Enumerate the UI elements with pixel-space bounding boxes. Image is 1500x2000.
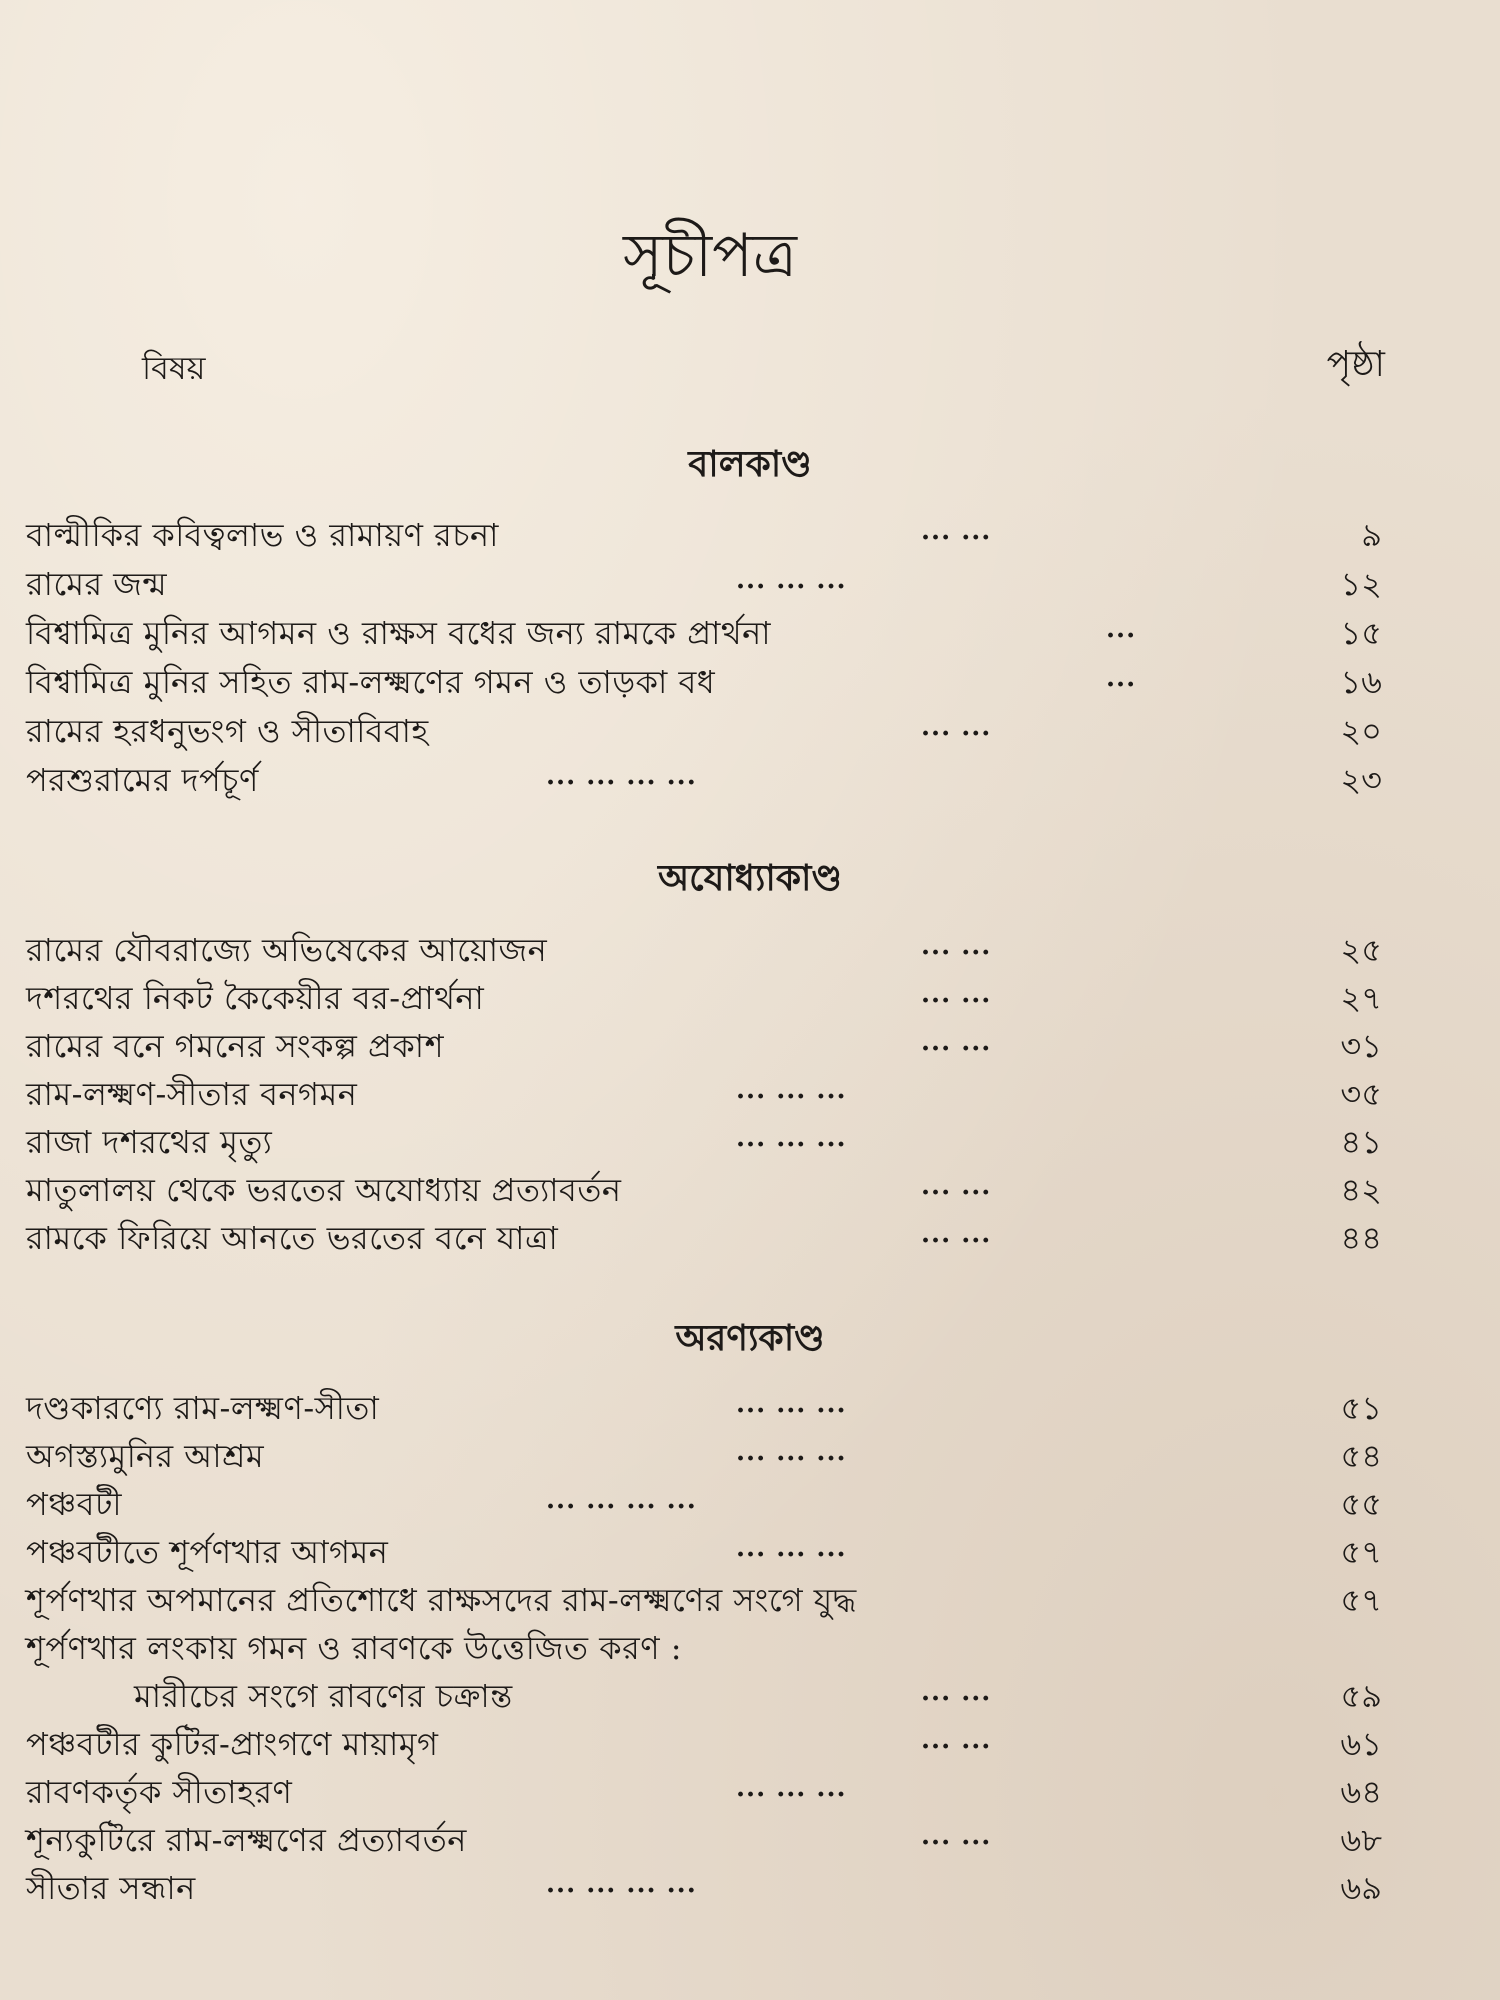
entry-title: রাবণকর্তৃক সীতাহরণ xyxy=(26,1773,293,1811)
toc-entry[interactable] xyxy=(26,1385,1382,1431)
entry-leader-dots: ... ... ... ... xyxy=(546,1869,697,1899)
section-heading-ayodhyakanda: অযোধ্যাকাণ্ড xyxy=(657,857,843,899)
entry-page-number: ৬১ xyxy=(1340,1725,1382,1763)
entry-title: রামকে ফিরিয়ে আনতে ভরতের বনে যাত্রা xyxy=(26,1219,559,1257)
entry-title: দশরথের নিকট কৈকেয়ীর বর-প্রার্থনা xyxy=(26,979,485,1017)
entry-leader-dots: ... ... xyxy=(921,931,992,961)
entry-page-number: ১২ xyxy=(1340,565,1382,603)
toc-entry[interactable] xyxy=(26,975,1382,1021)
entry-leader-dots: ... ... xyxy=(921,516,992,546)
entry-page-number: ৬৮ xyxy=(1340,1821,1382,1859)
entry-page-number: ১৫ xyxy=(1340,614,1382,652)
entry-page-number: ২৭ xyxy=(1340,979,1382,1017)
toc-entry[interactable] xyxy=(26,927,1382,973)
entry-leader-dots: ... ... xyxy=(921,1677,992,1707)
entry-leader-dots: ... ... ... xyxy=(736,1773,847,1803)
entry-page-number: ৯ xyxy=(1361,516,1382,554)
toc-entry[interactable] xyxy=(26,1865,1382,1911)
entry-leader-dots: ... ... xyxy=(921,1171,992,1201)
entry-page-number: ৪২ xyxy=(1340,1171,1382,1209)
toc-entry[interactable] xyxy=(26,1673,1382,1719)
toc-entry[interactable] xyxy=(26,1721,1382,1767)
entry-title: বাল্মীকির কবিত্বলাভ ও রামায়ণ রচনা xyxy=(26,516,499,554)
entry-page-number: ৬৯ xyxy=(1340,1869,1382,1907)
entry-leader-dots: ... ... ... ... xyxy=(546,1485,697,1515)
entry-title: সীতার সন্ধান xyxy=(26,1869,196,1907)
entry-page-number: ৫৯ xyxy=(1340,1677,1382,1715)
entry-title: রাম-লক্ষ্মণ-সীতার বনগমন xyxy=(26,1075,358,1113)
entry-leader-dots: ... ... xyxy=(921,979,992,1009)
entry-page-number: ৪১ xyxy=(1340,1123,1382,1161)
entry-title: দণ্ডকারণ্যে রাম-লক্ষ্মণ-সীতা xyxy=(26,1389,380,1427)
entry-page-number: ৫৭ xyxy=(1340,1533,1382,1571)
entry-leader-dots: ... ... ... ... xyxy=(546,761,697,791)
column-header-page: পৃষ্ঠা xyxy=(1326,344,1385,385)
column-header-subject: বিষয় xyxy=(142,349,206,387)
entry-page-number: ৫৪ xyxy=(1340,1437,1382,1475)
toc-entry[interactable] xyxy=(26,1023,1382,1069)
toc-entry[interactable] xyxy=(26,1529,1382,1575)
entry-leader-dots: ... ... xyxy=(921,1725,992,1755)
toc-entry[interactable] xyxy=(26,561,1382,607)
entry-leader-dots: ... ... ... xyxy=(736,1075,847,1105)
page-title: সূচীপত্র xyxy=(623,221,797,291)
toc-entry[interactable] xyxy=(26,1071,1382,1117)
entry-title: রামের যৌবরাজ্যে অভিষেকের আয়োজন xyxy=(26,931,548,969)
entry-page-number: ৫৫ xyxy=(1340,1485,1382,1523)
toc-entry[interactable] xyxy=(26,1769,1382,1815)
entry-title: পঞ্চবটী xyxy=(26,1485,123,1523)
entry-leader-dots: ... ... xyxy=(921,712,992,742)
toc-entry[interactable] xyxy=(26,708,1382,754)
entry-leader-dots: ... ... ... xyxy=(736,1437,847,1467)
toc-entry[interactable] xyxy=(26,1167,1382,1213)
entry-leader-dots: ... xyxy=(1106,663,1137,693)
entry-leader-dots: ... ... ... xyxy=(736,1533,847,1563)
entry-title: রামের বনে গমনের সংকল্প প্রকাশ xyxy=(26,1027,444,1065)
entry-title: পঞ্চবটীতে শূর্পণখার আগমন xyxy=(26,1533,389,1571)
entry-title: রামের জন্ম xyxy=(26,565,168,603)
entry-leader-dots: ... ... xyxy=(921,1027,992,1057)
entry-title: পরশুরামের দর্পচূর্ণ xyxy=(26,761,259,799)
toc-entry[interactable] xyxy=(26,610,1382,656)
entry-leader-dots: ... ... ... xyxy=(736,565,847,595)
entry-title: শূর্পণখার লংকায় গমন ও রাবণকে উত্তেজিত করণ : xyxy=(26,1629,683,1667)
entry-title: পঞ্চবটীর কুটির-প্রাংগণে মায়ামৃগ xyxy=(26,1725,439,1763)
entry-page-number: ২৫ xyxy=(1340,931,1382,969)
entry-page-number: ৫৭ xyxy=(1340,1581,1382,1619)
entry-page-number: ৪৪ xyxy=(1340,1219,1382,1257)
toc-entry[interactable] xyxy=(26,1433,1382,1479)
entry-leader-dots: ... xyxy=(1106,614,1137,644)
entry-title: রাজা দশরথের মৃত্যু xyxy=(26,1123,273,1161)
toc-entry[interactable] xyxy=(26,1215,1382,1261)
entry-leader-dots: ... ... xyxy=(921,1219,992,1249)
toc-entry[interactable] xyxy=(26,659,1382,705)
entry-title: শূর্পণখার অপমানের প্রতিশোধে রাক্ষসদের রাম-লক্ষ্মণের সংগে যুদ্ধ xyxy=(26,1581,857,1619)
toc-entry[interactable] xyxy=(26,757,1382,803)
toc-entry[interactable] xyxy=(26,512,1382,558)
entry-page-number: ১৬ xyxy=(1340,663,1382,701)
toc-entry[interactable] xyxy=(26,1817,1382,1863)
entry-title: মাতুলালয় থেকে ভরতের অযোধ্যায় প্রত্যাবর্তন xyxy=(26,1171,622,1209)
entry-page-number: ২৩ xyxy=(1340,761,1382,799)
toc-entry[interactable] xyxy=(26,1481,1382,1527)
section-heading-balakanda: বালকাণ্ড xyxy=(688,443,812,485)
entry-title: মারীচের সংগে রাবণের চক্রান্ত xyxy=(134,1677,513,1715)
toc-entry[interactable] xyxy=(26,1119,1382,1165)
entry-leader-dots: ... ... ... xyxy=(736,1389,847,1419)
entry-title: বিশ্বামিত্র মুনির আগমন ও রাক্ষস বধের জন্য রামকে প্রার্থনা xyxy=(26,614,771,652)
entry-page-number: ৩১ xyxy=(1340,1027,1382,1065)
entry-title: বিশ্বামিত্র মুনির সহিত রাম-লক্ষ্মণের গমন ও তাড়কা বধ xyxy=(26,663,716,701)
entry-leader-dots: ... ... ... xyxy=(736,1123,847,1153)
entry-page-number: ৫১ xyxy=(1340,1389,1382,1427)
entry-title: অগস্ত্যমুনির আশ্রম xyxy=(26,1437,265,1475)
section-heading-aranyakanda: অরণ্যকাণ্ড xyxy=(675,1317,825,1359)
toc-entry[interactable] xyxy=(26,1625,1382,1669)
entry-leader-dots: ... ... xyxy=(921,1821,992,1851)
entry-title: শূন্যকুটিরে রাম-লক্ষ্মণের প্রত্যাবর্তন xyxy=(26,1821,467,1859)
entry-page-number: ৩৫ xyxy=(1340,1075,1382,1113)
entry-page-number: ২০ xyxy=(1340,712,1382,750)
entry-page-number: ৬৪ xyxy=(1340,1773,1382,1811)
entry-title: রামের হরধনুভংগ ও সীতাবিবাহ xyxy=(26,712,429,750)
toc-entry[interactable] xyxy=(26,1577,1382,1623)
